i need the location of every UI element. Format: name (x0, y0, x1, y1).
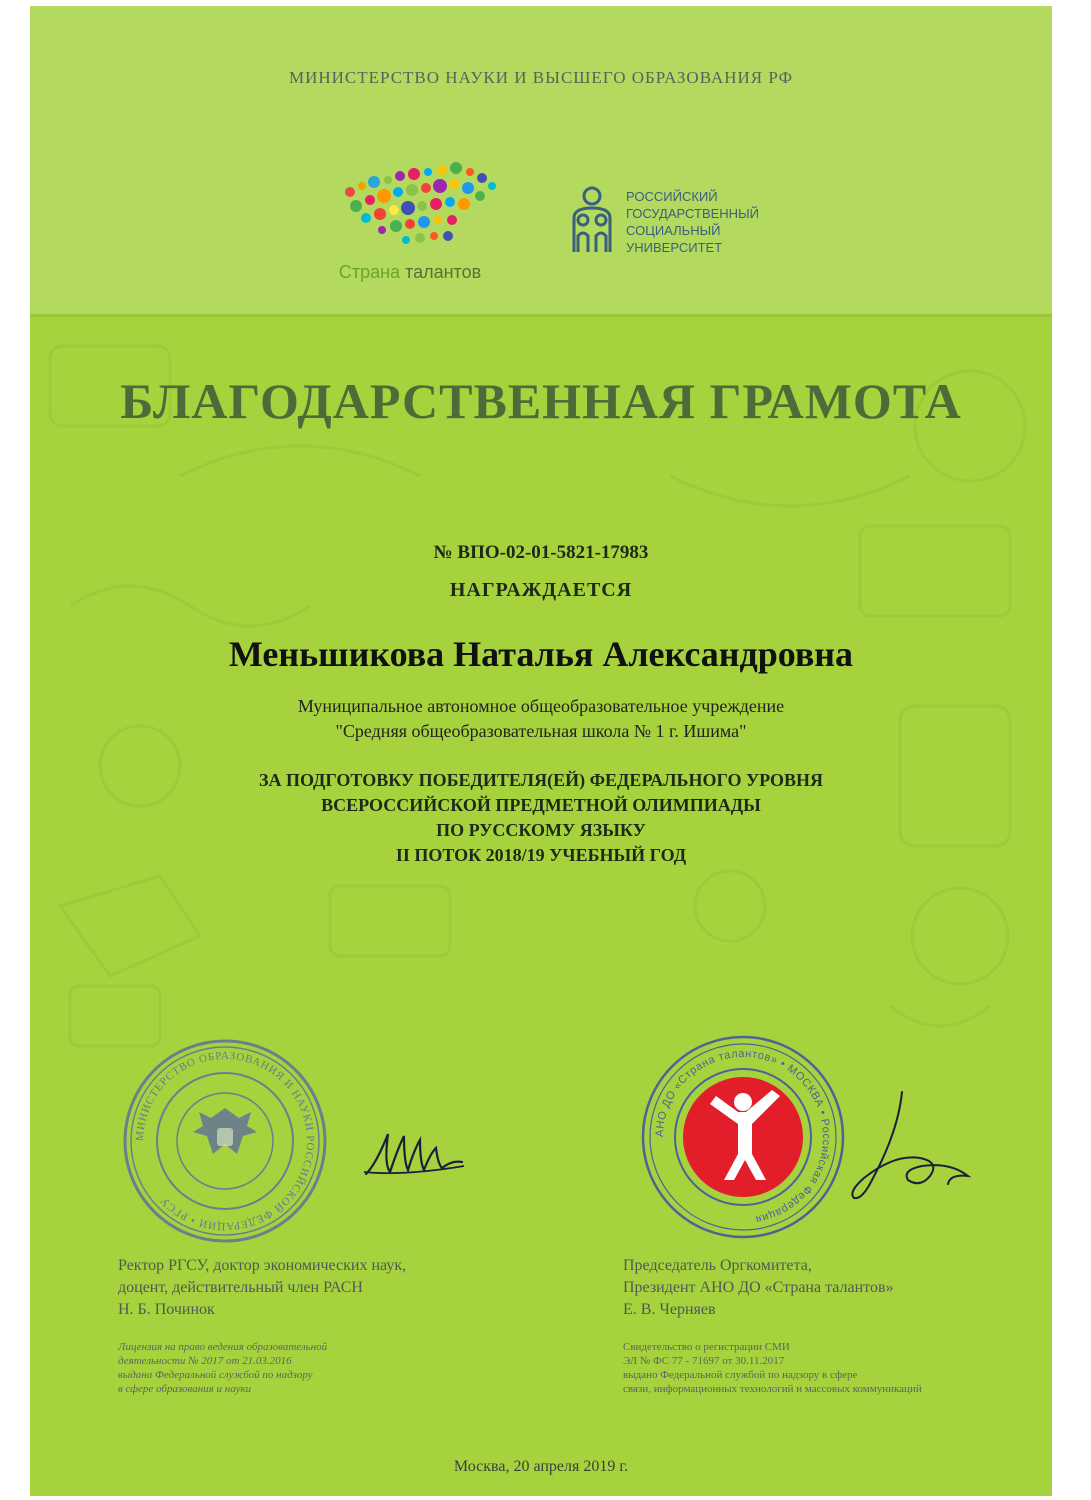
reason-line: II ПОТОК 2018/19 УЧЕБНЫЙ ГОД (395, 845, 687, 865)
rector-signatory (118, 1255, 406, 1321)
organization-block (30, 694, 1052, 744)
certificate-title: БЛАГОДАРСТВЕННАЯ ГРАМОТА (120, 373, 962, 429)
awarded-label: НАГРАЖДАЕТСЯ (449, 579, 633, 601)
signatory-line: доцент, действительный член РАСН (118, 1279, 363, 1296)
place-and-date: Москва, 20 апреля 2019 г. (453, 1458, 629, 1475)
rgsu-logo-line: СОЦИАЛЬНЫЙ (626, 223, 721, 238)
right-seal-text: АНО ДО «Страна талантов» • МОСКВА • Российская Федерация (653, 1047, 833, 1226)
signatory-line: Ректор РГСУ, доктор экономических наук, (118, 1257, 407, 1274)
rgsu-logo-text (626, 188, 759, 256)
recipient-name: Меньшикова Наталья Александровна (228, 634, 854, 674)
header-band (30, 6, 1052, 314)
rgsu-family-icon (566, 184, 618, 256)
media-registration-fine-print: Свидетельство о регистрации СМИ ЭЛ № ФС 77 - 71697 от 30.11.2017 выдано Федеральной службой по надзору в сфере связи, информационных технологий и массовых коммуникаций (623, 1341, 922, 1395)
organization-line: Муниципальное автономное общеобразовательное учреждение (297, 696, 785, 716)
ministry-heading: МИНИСТЕРСТВО НАУКИ И ВЫСШЕГО ОБРАЗОВАНИЯ РФ (288, 68, 793, 87)
rgsu-logo-line: УНИВЕРСИТЕТ (626, 240, 723, 255)
award-reason (30, 768, 1052, 868)
strana-talantov-logo-text: Страна талантов (338, 262, 482, 282)
reason-line: ПО РУССКОМУ ЯЗЫКУ (436, 820, 646, 840)
certificate-sheet (30, 6, 1052, 1496)
rgsu-official-stamp (120, 1036, 330, 1246)
rector-signature (360, 1114, 470, 1184)
rgsu-logo (566, 184, 806, 264)
header-divider (30, 314, 1052, 317)
signatory-name: Н. Б. Починок (118, 1301, 215, 1318)
signatory-line: Президент АНО ДО «Страна талантов» (623, 1279, 894, 1296)
reason-line: ВСЕРОССИЙСКОЙ ПРЕДМЕТНОЙ ОЛИМПИАДЫ (321, 795, 761, 815)
organization-line: "Средняя общеобразовательная школа № 1 г. Ишима" (335, 721, 747, 741)
signatory-name: Е. В. Черняев (623, 1301, 716, 1318)
left-seal-text: МИНИСТЕРСТВО ОБРАЗОВАНИЯ И НАУКИ РОССИЙСКОЙ ФЕДЕРАЦИИ • РГСУ (133, 1049, 317, 1233)
reason-line: ЗА ПОДГОТОВКУ ПОБЕДИТЕЛЯ(ЕЙ) ФЕДЕРАЛЬНОГО УРОВНЯ (258, 770, 824, 790)
strana-talantov-logo (310, 152, 510, 292)
license-fine-print: Лицензия на право ведения образовательной деятельности № 2017 от 21.03.2016 выдана Федеральной службой по надзору в сфере образования и науки (118, 1341, 328, 1395)
rgsu-logo-line: ГОСУДАРСТВЕННЫЙ (626, 206, 759, 221)
certificate-number: № ВПО-02-01-5821-17983 (433, 542, 649, 563)
chairman-signature (846, 1084, 976, 1214)
signatory-line: Председатель Оргкомитета, (623, 1257, 812, 1274)
chairman-signatory (623, 1255, 894, 1321)
strana-talantov-official-stamp (640, 1034, 846, 1240)
coat-of-arms-icon (193, 1108, 257, 1154)
rgsu-logo-line: РОССИЙСКИЙ (626, 189, 718, 204)
russia-dots-icon (310, 152, 510, 262)
